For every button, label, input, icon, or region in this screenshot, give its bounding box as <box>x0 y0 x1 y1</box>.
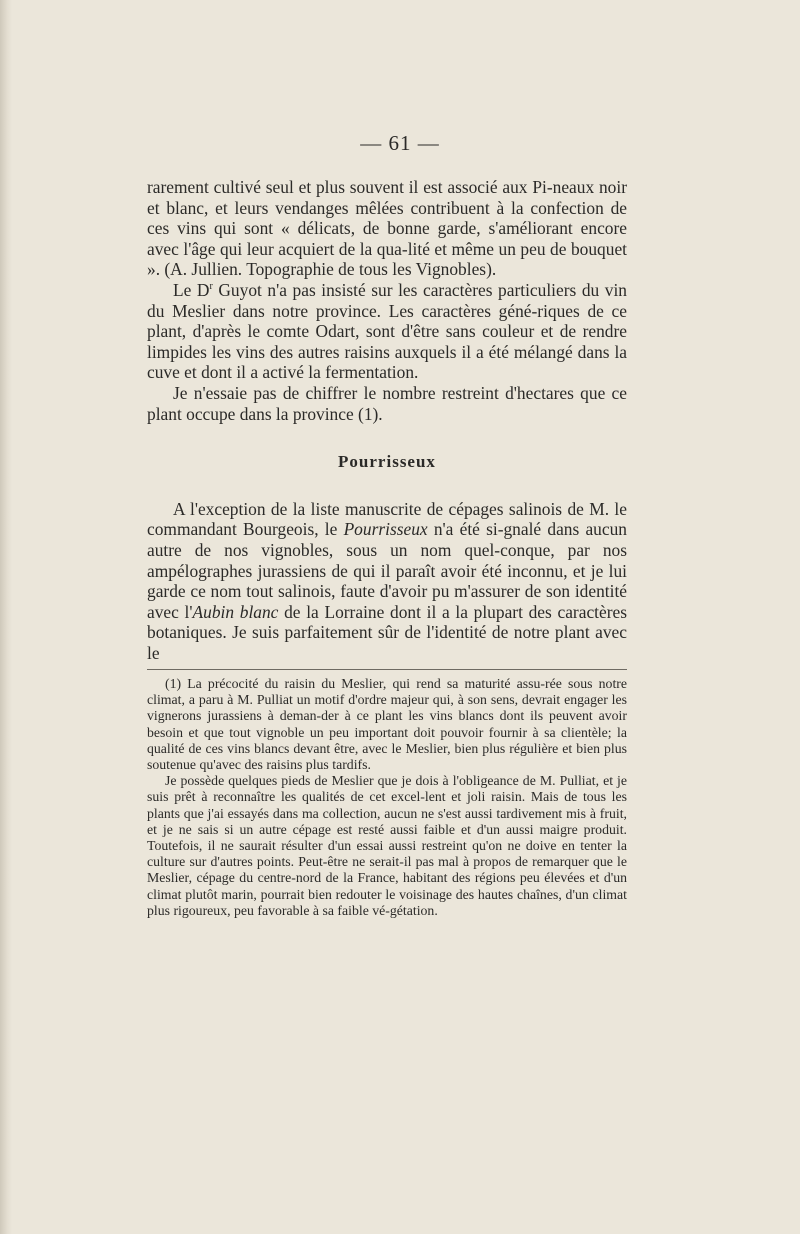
paragraph-guyot <box>147 280 627 383</box>
footnote-1: (1) La précocité du raisin du Meslier, qui rend sa maturité assu-rée sous notre climat, a paru à M. Pulliat un motif d'ordre majeur qui, à son sens, devrait engager les vignerons jurassiens à deman-der à ce plant les vins blancs dont ils peuvent avoir besoin et que tout vignoble un peu important doit pouvoir fournir à sa clientèle; la qualité de ces vins blancs devant être, avec le Meslier, bien plus régulière et bien plus soutenue qu'avec des raisins plus tardifs. <box>147 676 627 773</box>
page-binding-edge <box>0 0 12 1234</box>
footnotes <box>147 676 627 919</box>
paragraph-guyot-rest: Guyot n'a pas insisté sur les caractères particuliers du vin du Meslier dans notre province. Les caractères géné-riques de ce plant, d'après le comte Odart, sont d'être sans couleur et de rendre limpides les vins des autres raisins auxquels il a été mélangé dans la cuve et dont il a activé la fermentation. <box>147 279 628 383</box>
paragraph-pourrisseux-part2: n'a été si-gnalé dans aucun autre de nos vignobles, sous un nom quel-conque, par nos ampélographes jurassiens de qui il paraît avoir été inconnu, et je lui garde ce nom tout salinois, faute d'avoir pu m'assurer de son identité avec l' <box>147 519 627 622</box>
paragraph-hectares: Je n'essaie pas de chiffrer le nombre restreint d'hectares que ce plant occupe dans la province (1). <box>147 382 627 424</box>
footnote-1-continued: Je possède quelques pieds de Meslier que je dois à l'obligeance de M. Pulliat, et je suis prêt à reconnaître les qualités de cet excel-lent et joli raisin. Mais de tous les plants que j'ai essayés dans ma collection, aucun ne s'est aussi tardivement mis à fruit, et je ne sais si un autre cépage est resté aussi faible et d'un aussi maigre produit. Toutefois, il ne saurait résulter d'un essai aussi restreint qu'on ne doive en tenter la culture sur d'autres points. Peut-être ne serait-il pas mal à propos de remarquer que le Meslier, cépage du centre-nord de la France, habitant des régions peu élevées et d'un climat plutôt marin, pourrait bien redouter le voisinage des hautes chaînes, d'un climat plus rigoureux, peu favorable à sa faible vé-gétation. <box>147 773 627 918</box>
italic-aubin-blanc: Aubin blanc <box>192 601 279 622</box>
main-text <box>147 177 627 663</box>
paragraph-pourrisseux-part1: A l'exception de la liste manuscrite de cépages salinois de M. le commandant Bourgeois, le <box>147 498 627 540</box>
page-number: — 61 — <box>360 131 440 155</box>
paragraph-pourrisseux <box>147 499 627 664</box>
paragraph-guyot-start: Le D <box>173 279 210 300</box>
doctor-abbrev-sup: r <box>209 281 213 293</box>
footnote-rule <box>147 669 627 670</box>
italic-pourrisseux: Pourrisseux <box>343 519 428 540</box>
paragraph-continuation: rarement cultivé seul et plus souvent il est associé aux Pi-neaux noir et blanc, et leurs vendanges mêlées contribuent à la confection de ces vins qui sont « délicats, de bonne garde, s'améliorant encore avec l'âge qui leur acquiert de la qua-lité et même un peu de bouquet ». (A. Jullien. Topographie de tous les Vignobles). <box>147 177 627 280</box>
paragraph-pourrisseux-part3: de la Lorraine dont il a la plupart des caractères botaniques. Je suis parfaitement sûr de l'identité de notre plant avec le <box>147 601 627 663</box>
section-title: Pourrisseux <box>338 452 436 472</box>
